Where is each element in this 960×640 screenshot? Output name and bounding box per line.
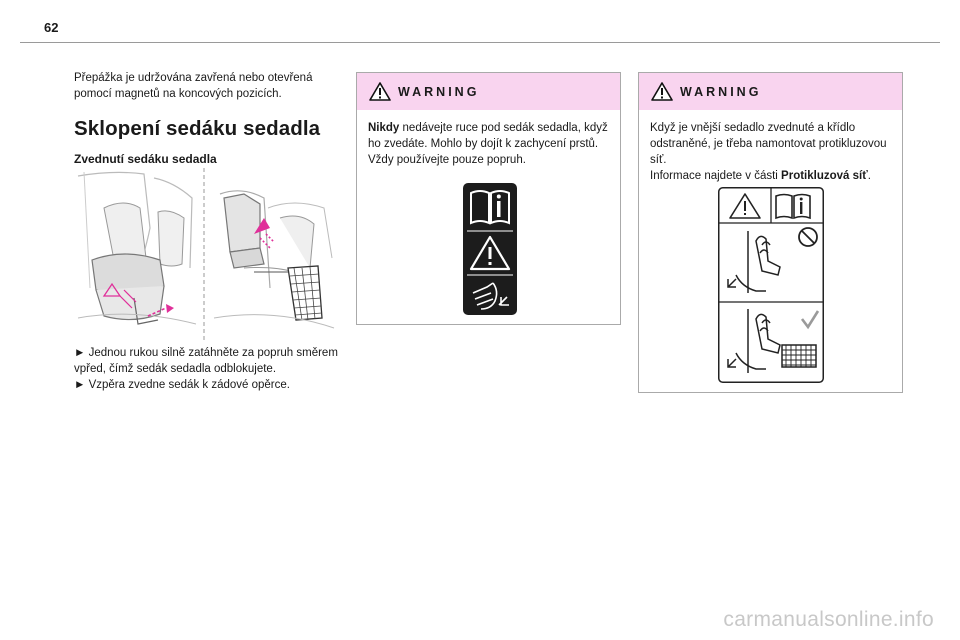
step-item xyxy=(74,377,340,393)
warning-text-part: Informace najdete v části xyxy=(650,170,782,182)
sub-title: Zvednutí sedáku sedadla xyxy=(74,152,217,166)
warning-bold-lead: Nikdy xyxy=(368,122,400,134)
seat-illustration xyxy=(74,168,336,340)
section-title: Sklopení sedáku sedadla xyxy=(74,117,321,140)
warning-title: WARNING xyxy=(398,84,480,99)
warning-triangle-icon xyxy=(651,82,673,101)
step-text: Vzpěra zvedne sedák k zádové opěrce. xyxy=(88,379,290,391)
warning-text: Když je vnější sedadlo zvednuté a křídlo odstraněné, je třeba namontovat protikluzovou síť. xyxy=(650,122,887,166)
warning-body xyxy=(639,110,902,184)
warning-header xyxy=(357,73,620,110)
warning-triangle-icon xyxy=(369,82,391,101)
page-number: 62 xyxy=(44,20,59,35)
warning-pictograms xyxy=(718,187,824,383)
warning-text-part: nedávejte ruce pod sedák sedadla, když ho zvedáte. Mohlo by dojít k zachycení prstů. xyxy=(368,122,608,150)
warning-header xyxy=(639,73,902,110)
warning-body xyxy=(357,110,620,168)
step-marker: ► xyxy=(74,379,86,391)
steps-list xyxy=(74,345,340,393)
intro-paragraph: Přepážka je udržována zavřená nebo otevřená pomocí magnetů na koncových pozicích. xyxy=(74,72,313,100)
warning-pictograms xyxy=(463,183,517,315)
warning-text: Vždy používejte pouze popruh. xyxy=(368,154,526,166)
warning-box-1 xyxy=(356,72,621,325)
warning-box-2 xyxy=(638,72,903,393)
warning-text-part: . xyxy=(867,170,871,182)
watermark: carmanualsonline.info xyxy=(723,608,934,631)
step-item xyxy=(74,345,340,377)
warning-bold-link: Protikluzová síť xyxy=(781,170,868,182)
warning-text xyxy=(368,120,609,152)
header-divider xyxy=(20,42,940,43)
left-column xyxy=(74,70,338,166)
step-text: Jednou rukou silně zatáhněte za popruh směrem vpřed, čímž sedák sedadla odblokujete. xyxy=(74,347,338,375)
warning-text xyxy=(650,168,891,184)
warning-title: WARNING xyxy=(680,84,762,99)
step-marker: ► xyxy=(74,347,86,359)
